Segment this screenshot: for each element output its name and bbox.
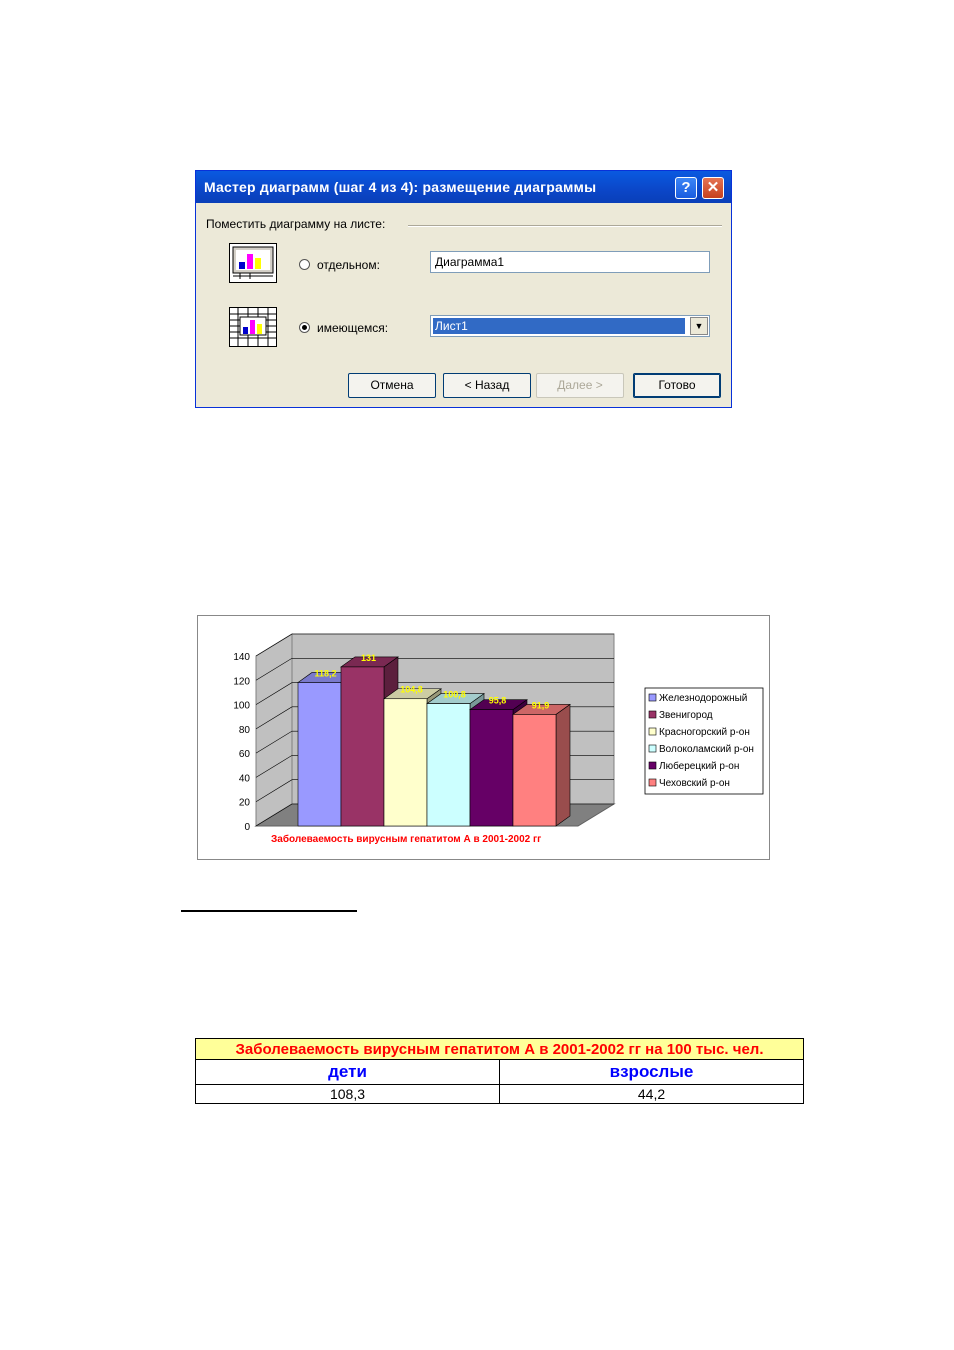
legend-swatch — [649, 779, 656, 786]
legend-item: Звенигород — [659, 710, 713, 721]
option-separate-label: отдельном: — [317, 258, 380, 272]
bar — [470, 710, 513, 826]
help-button[interactable]: ? — [675, 177, 697, 199]
legend-swatch — [649, 728, 656, 735]
chart-wizard-dialog — [195, 170, 732, 408]
bar — [513, 714, 556, 826]
bar — [298, 682, 341, 826]
y-tick-label: 0 — [244, 822, 250, 833]
data-label: 131 — [360, 652, 377, 663]
cancel-button[interactable]: Отмена — [348, 373, 436, 398]
legend-item: Красногорский р-он — [659, 727, 750, 738]
y-tick-label: 20 — [238, 797, 250, 809]
data-label: 95,8 — [488, 695, 507, 706]
legend-item: Волоколамский р-он — [659, 744, 754, 755]
finish-button[interactable]: Готово — [633, 373, 721, 398]
y-tick-label: 60 — [238, 749, 250, 761]
data-label: 104,8 — [400, 684, 423, 695]
y-tick-label: 40 — [238, 773, 250, 785]
bar — [341, 667, 384, 826]
existing-sheet-combobox[interactable] — [430, 315, 710, 337]
legend-item: Люберецкий р-он — [659, 761, 740, 772]
legend-swatch — [649, 745, 656, 752]
value-children: 108,3 — [196, 1085, 500, 1104]
y-tick-label: 80 — [238, 724, 250, 736]
legend-swatch — [649, 711, 656, 718]
bar-side — [556, 704, 570, 826]
data-label: 118,2 — [314, 668, 337, 679]
y-tick-label: 100 — [233, 700, 250, 712]
dialog-title: Мастер диаграмм (шаг 4 из 4): размещение диаграммы — [204, 179, 597, 195]
back-button[interactable]: < Назад — [443, 373, 531, 398]
y-tick-label: 140 — [233, 652, 250, 663]
chart-area — [197, 615, 770, 860]
option-existing-label: имеющемся: — [317, 321, 389, 335]
y-tick-label: 120 — [233, 676, 250, 688]
bar — [384, 699, 427, 826]
chart-title: Заболеваемость вирусным гепатитом А в 2001-2002 гг — [271, 834, 542, 845]
header-children: дети — [196, 1060, 500, 1085]
chart-side-wall — [256, 634, 292, 826]
value-adults: 44,2 — [500, 1085, 804, 1104]
legend-item: Чеховский р-он — [659, 778, 730, 789]
underline-rule — [181, 910, 357, 912]
radio-separate-sheet[interactable] — [299, 259, 310, 270]
embedded-chart-icon — [229, 307, 277, 347]
header-adults: взрослые — [500, 1060, 804, 1085]
bar-chart — [198, 616, 771, 861]
table-title: Заболеваемость вирусным гепатитом А в 2001-2002 гг на 100 тыс. чел. — [196, 1039, 804, 1060]
next-button[interactable]: Далее > — [536, 373, 624, 398]
data-label: 100,8 — [443, 689, 466, 700]
legend-item: Железнодорожный — [659, 693, 748, 704]
group-separator — [408, 225, 722, 227]
close-button[interactable]: ✕ — [702, 177, 724, 199]
existing-sheet-value: Лист1 — [433, 318, 685, 334]
radio-existing-sheet[interactable] — [299, 322, 310, 333]
separate-sheet-name-field[interactable]: Диаграмма1 — [430, 251, 710, 273]
dropdown-arrow-icon[interactable]: ▼ — [690, 317, 708, 335]
data-label: 91,9 — [531, 700, 550, 711]
legend-swatch — [649, 762, 656, 769]
placement-group-label: Поместить диаграмму на листе: — [206, 217, 386, 231]
chart-sheet-icon — [229, 243, 277, 283]
bar — [427, 704, 470, 826]
incidence-table — [195, 1038, 804, 1104]
legend-swatch — [649, 694, 656, 701]
dialog-titlebar[interactable] — [196, 171, 731, 203]
